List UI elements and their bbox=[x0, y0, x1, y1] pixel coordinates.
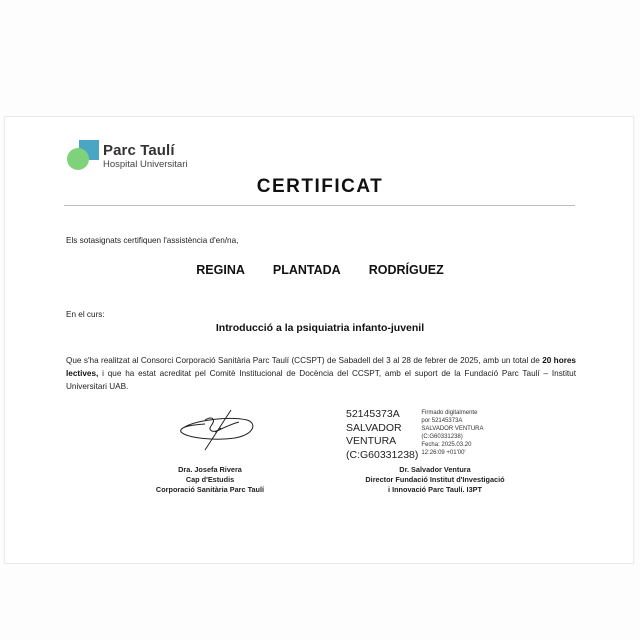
attendee-first-name: REGINA bbox=[196, 263, 245, 277]
digital-signature-code: (C:G60331238) bbox=[346, 448, 419, 461]
digital-signature bbox=[346, 408, 484, 462]
logo-subtitle: Hospital Universitari bbox=[103, 158, 188, 170]
intro-text: Els sotasignats certifiquen l'assistència d'en/na, bbox=[66, 236, 239, 245]
body-hours: 20 hores lectives, bbox=[66, 356, 576, 378]
left-signatory-org: Corporació Sanitària Parc Taulí bbox=[155, 485, 265, 494]
digital-signature-note-2: por 52145373A bbox=[421, 418, 463, 424]
attendee-surname-1: PLANTADA bbox=[272, 263, 341, 277]
left-signatory-name: Dra. Josefa Rivera bbox=[178, 465, 242, 474]
certificate-body bbox=[66, 354, 576, 393]
attendee-surname-2: RODRÍGUEZ bbox=[368, 263, 444, 277]
attendee-name bbox=[0, 263, 640, 277]
digital-signature-id: 52145373A bbox=[346, 408, 400, 420]
digital-signature-note-4: (C:G60331238) bbox=[421, 434, 463, 440]
digital-signature-time: 12:26:09 +01'00' bbox=[421, 450, 466, 456]
certificate-title: CERTIFICAT bbox=[256, 176, 384, 197]
digital-signature-name-2: VENTURA bbox=[346, 435, 397, 447]
course-label: En el curs: bbox=[66, 310, 105, 319]
right-signatory-org: i Innovació Parc Taulí. I3PT bbox=[388, 485, 482, 494]
right-signatory-name: Dr. Salvador Ventura bbox=[399, 465, 471, 474]
digital-signature-name-1: SALVADOR bbox=[346, 421, 402, 434]
logo-title: Parc Taulí bbox=[103, 141, 175, 159]
handwritten-signature-icon bbox=[175, 406, 265, 456]
left-signatory-role: Cap d'Estudis bbox=[185, 475, 235, 484]
left-signatory bbox=[130, 465, 290, 495]
parc-tauli-logo bbox=[63, 138, 187, 174]
right-signatory bbox=[350, 465, 520, 495]
right-signatory-role: Director Fundació Institut d'Investigació bbox=[365, 475, 505, 484]
body-part-2: i que ha estat acreditat pel Comitè Institucional de Docència del CCSPT, amb el suport de la Fundació Parc Taulí – Institut Universitari UAB. bbox=[66, 369, 576, 391]
course-title: Introducció a la psiquiatria infanto-juvenil bbox=[215, 322, 425, 334]
logo-circle-shape bbox=[67, 148, 89, 170]
body-part-1: Que s'ha realitzat al Consorci Corporació Sanitària Parc Taulí (CCSPT) de Sabadell del 3 al 28 de febrer de 2025, amb un total de bbox=[66, 356, 543, 365]
digital-signature-note-1: Firmado digitalmente bbox=[421, 410, 478, 416]
digital-signature-note-3: SALVADOR VENTURA bbox=[421, 426, 484, 432]
logo-mark-icon bbox=[63, 138, 99, 174]
title-divider bbox=[64, 205, 575, 206]
digital-signature-date: Fecha: 2025.03.20 bbox=[421, 442, 472, 448]
